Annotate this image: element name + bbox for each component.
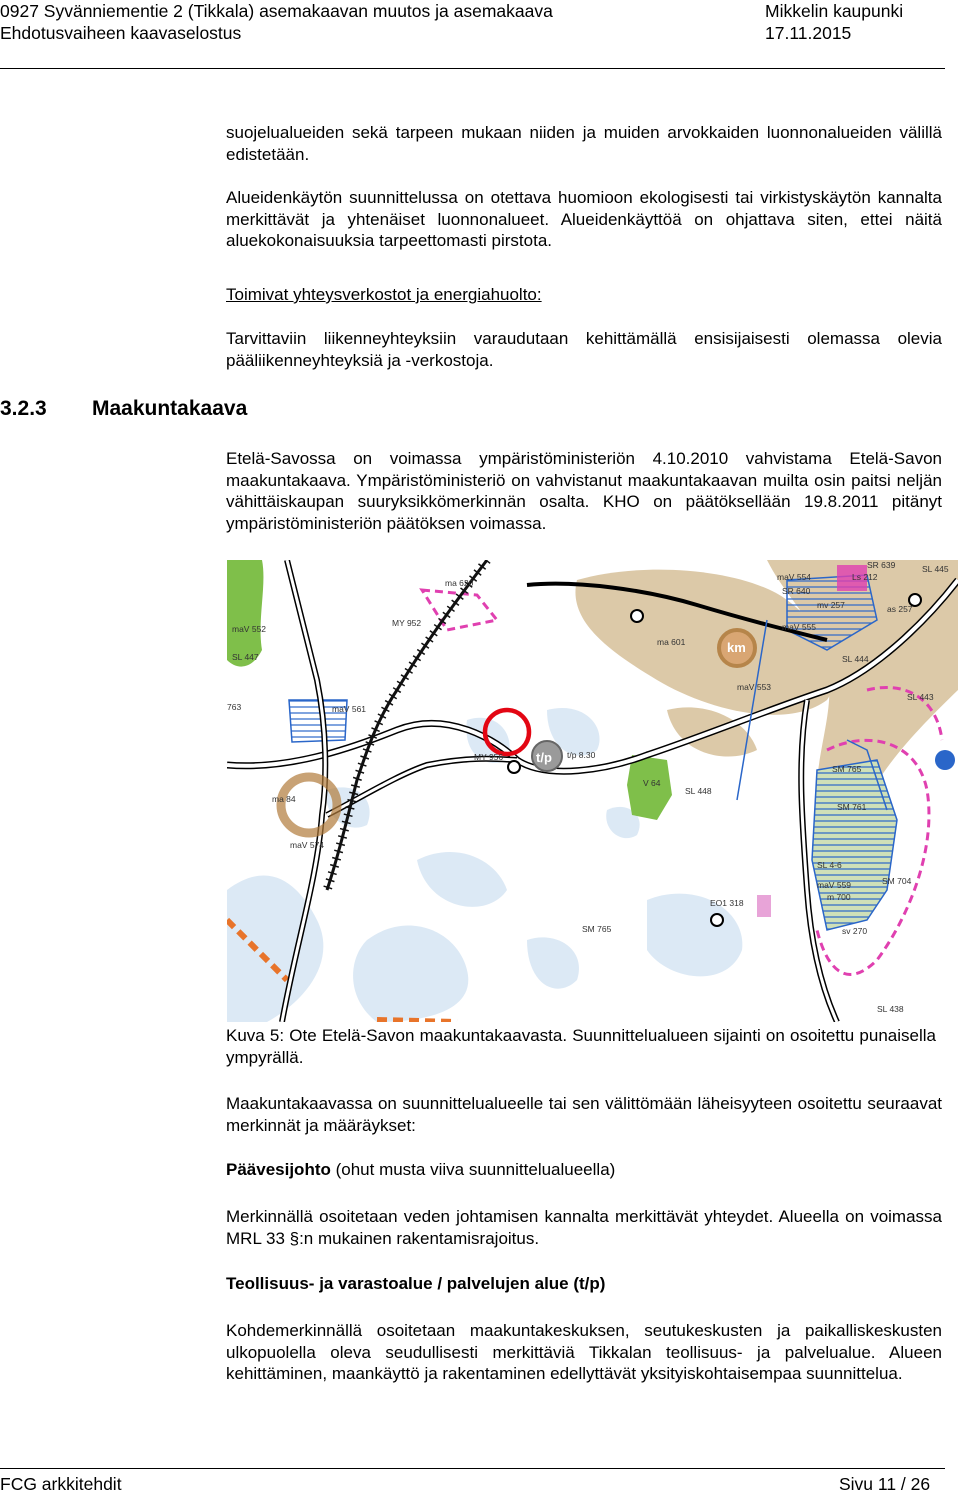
document-type: Ehdotusvaiheen kaavaselostus [0, 23, 242, 43]
map-label: SM 761 [837, 802, 867, 812]
map-label: SM 704 [882, 876, 912, 886]
paragraph-industrial-area: Kohdemerkinnällä osoitetaan maakuntakeskuksen, seutukeskusten ja paikalliskeskusten ulkopuolella oleva seudullisesti merkittäviä Tikkalan teollisuus- ja palvelualue. Alueen kehittäminen, maankäyttö ja rakentaminen edellyttävät yksityiskohtaisempaa suunnittelua. [226, 1321, 942, 1383]
map-label: km [727, 640, 746, 655]
term-water-main [226, 1159, 942, 1181]
map-label: SR 639 [867, 560, 896, 570]
section-title: Maakuntakaava [92, 397, 248, 420]
map-label: maV 553 [737, 682, 772, 692]
map-label: maV 561 [332, 704, 367, 714]
header-left [0, 0, 553, 44]
map-label: ma 601 [657, 637, 686, 647]
municipality: Mikkelin kaupunki [765, 1, 904, 21]
map-label: ma 84 [272, 794, 296, 804]
term-water-main-bold: Päävesijohto [226, 1160, 331, 1179]
map-label: ma 620 [445, 578, 474, 588]
map-label: SL 448 [685, 786, 712, 796]
map-label: t/p 8.30 [567, 750, 596, 760]
regional-plan-map [227, 560, 958, 1022]
paragraph-natural-areas: Alueidenkäytön suunnittelussa on otettava huomioon ekologisesti tai virkistyskäytön kannalta merkittävät ja yhtenäiset luonnonalueet. Alueidenkäyttöä on ohjattava siten, ettei näitä aluekokonaisuuksia tarpeettomasti pirstota. [226, 188, 942, 250]
header-divider [0, 68, 945, 69]
map-label: maV 574 [290, 840, 325, 850]
term-water-main-note: (ohut musta viiva suunnittelualueella) [330, 1160, 616, 1179]
map-label: V 64 [643, 778, 661, 788]
map-label: SL 447 [232, 652, 259, 662]
map-label: EO1 318 [710, 898, 744, 908]
map-label: SR 640 [782, 586, 811, 596]
map-label: maV 554 [777, 572, 812, 582]
map-label: SL 438 [877, 1004, 904, 1014]
map-label: sv 270 [842, 926, 868, 936]
map-label: 763 [227, 702, 242, 712]
footer-divider [0, 1468, 945, 1469]
map-label: m 700 [827, 892, 851, 902]
map-label: SM 765 [582, 924, 612, 934]
figure-caption: Kuva 5: Ote Etelä-Savon maakuntakaavasta. Suunnittelualueen sijainti on osoitettu punaisella ympyrällä. [226, 1026, 936, 1067]
header-right [765, 0, 903, 44]
project-title: 0927 Syvänniementie 2 (Tikkala) asemakaavan muutos ja asemakaava [0, 1, 553, 21]
paragraph-regional-plan: Etelä-Savossa on voimassa ympäristöministeriön 4.10.2010 vahvistama Etelä-Savon maakuntakaava. Ympäristöministeriö on vahvistanut maakuntakaavan muilta osin paitsi neljän vähittäiskaupan suuryksikkömerkinnän osalta. KHO on päätöksellään 19.8.2011 pitänyt ympäristöministeriön päätöksen voimassa. [226, 449, 942, 533]
map-label: as 257 [887, 604, 913, 614]
footer-page-number: Sivu 11 / 26 [839, 1474, 931, 1494]
map-label: t/p [536, 750, 552, 765]
map-image [227, 560, 958, 1022]
section-heading [0, 396, 247, 422]
subheading-networks: Toimivat yhteysverkostot ja energiahuolto: [226, 285, 542, 304]
section-number: 3.2.3 [0, 397, 47, 420]
map-label: Ls 212 [852, 572, 878, 582]
paragraph-traffic: Tarvittaviin liikenneyhteyksiin varaudutaan kehittämällä ensisijaisesti olemassa olevia pääliikenneyhteyksiä ja -verkostoja. [226, 329, 942, 370]
document-date: 17.11.2015 [765, 23, 852, 43]
paragraph-water-main: Merkinnällä osoitetaan veden johtamisen kannalta merkittävät yhteydet. Alueella on voimassa MRL 33 §:n mukainen rakentamisrajoitus. [226, 1207, 942, 1248]
map-label: SL 444 [842, 654, 869, 664]
footer-company: FCG arkkitehdit [0, 1474, 122, 1494]
map-label: maV 559 [817, 880, 852, 890]
map-label: MY 952 [392, 618, 422, 628]
map-label: SL 443 [907, 692, 934, 702]
map-label: SL 4-6 [817, 860, 842, 870]
map-label: mv 257 [817, 600, 845, 610]
map-label: SM 765 [832, 764, 862, 774]
map-label: MY 956 [474, 752, 504, 762]
paragraph-intro: suojelualueiden sekä tarpeen mukaan niiden ja muiden arvokkaiden luonnonalueiden välillä edistetään. [226, 123, 942, 164]
map-label: maV 555 [782, 622, 817, 632]
map-label: maV 552 [232, 624, 267, 634]
term-industrial-area: Teollisuus- ja varastoalue / palvelujen alue (t/p) [226, 1274, 606, 1293]
paragraph-markings-intro: Maakuntakaavassa on suunnittelualueelle tai sen välittömään läheisyyteen osoitettu seuraavat merkinnät ja määräykset: [226, 1094, 942, 1135]
map-label: SL 445 [922, 564, 949, 574]
